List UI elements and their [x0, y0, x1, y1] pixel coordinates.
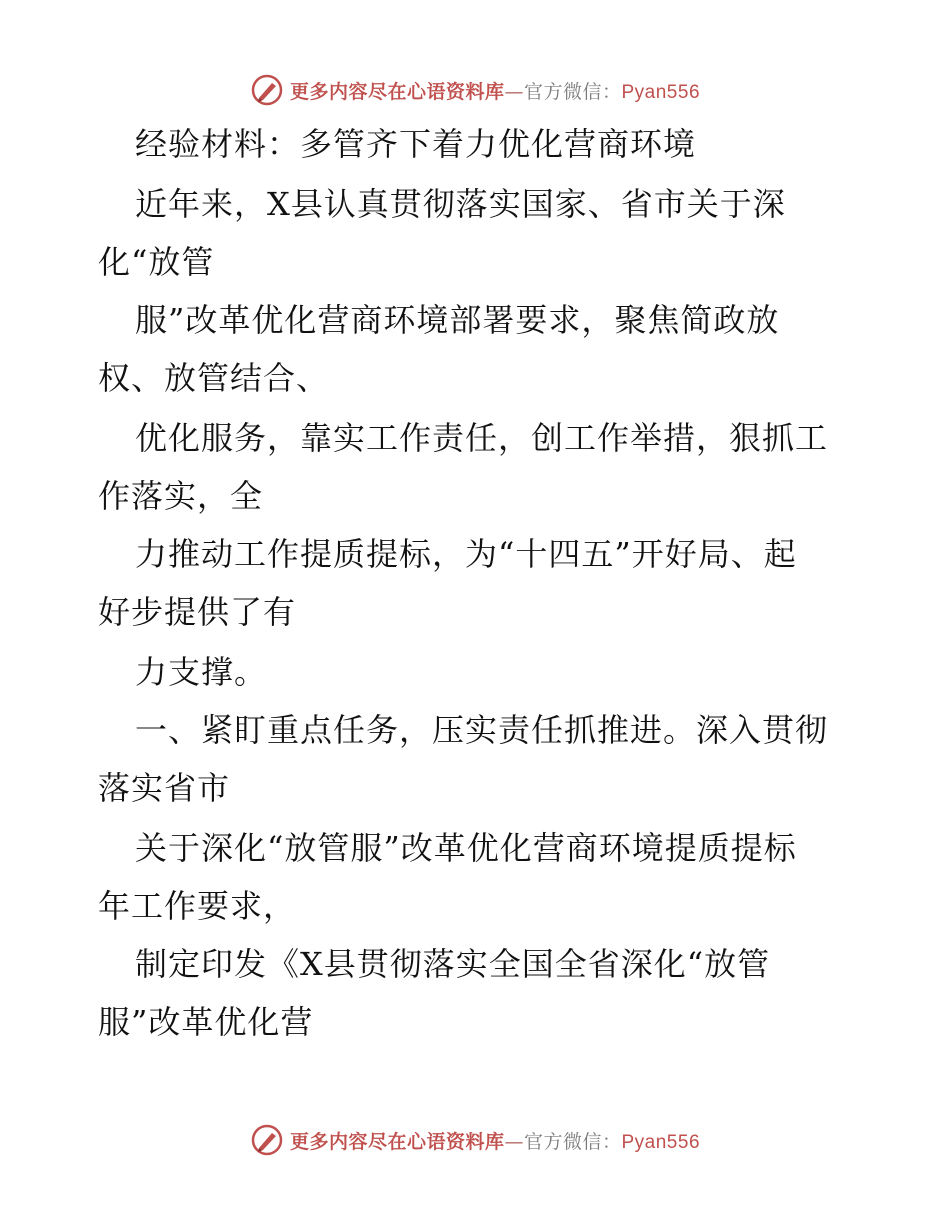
paragraph-line: 近年来，X县认真贯彻落实国家、省市关于深	[135, 185, 786, 223]
paragraph-line: 关于深化“放管服”改革优化营商环境提质提标	[135, 829, 797, 867]
footer-wechat-label: 官方微信：	[523, 1130, 622, 1153]
document-title: 经验材料：多管齐下着力优化营商环境	[135, 125, 697, 163]
header-wechat-label: 官方微信：	[523, 80, 622, 103]
header-dash: —	[504, 80, 524, 103]
header-brand: 更多内容尽在心语资料库	[289, 80, 505, 103]
paragraph-line: 制定印发《X县贯彻落实全国全省深化“放管	[135, 945, 771, 983]
paragraph-line: 落实省市	[98, 769, 231, 807]
paragraph-line: 服”改革优化营	[98, 1003, 314, 1041]
paragraph-line: 权、放管结合、	[98, 359, 330, 397]
paragraph-line: 年工作要求，	[98, 887, 297, 925]
pen-logo-icon	[250, 1123, 284, 1157]
paragraph-line: 好步提供了有	[98, 593, 297, 631]
pen-logo-icon	[250, 73, 284, 107]
paragraph-line: 服”改革优化营商环境部署要求，聚焦简政放	[135, 301, 780, 339]
paragraph-line: 作落实，全	[98, 477, 264, 515]
footer-banner	[0, 1120, 950, 1160]
header-wechat-handle: Pyan556	[621, 81, 701, 103]
footer-banner-text	[290, 1127, 700, 1154]
paragraph-line: 优化服务，靠实工作责任，创工作举措，狠抓工	[135, 419, 829, 457]
footer-brand: 更多内容尽在心语资料库	[289, 1130, 505, 1153]
header-banner-text	[290, 77, 700, 104]
footer-dash: —	[504, 1130, 524, 1153]
paragraph-line: 力推动工作提质提标，为“十四五”开好局、起	[135, 535, 797, 573]
footer-wechat-handle: Pyan556	[621, 1131, 701, 1153]
paragraph-line: 一、紧盯重点任务，压实责任抓推进。深入贯彻	[135, 711, 829, 749]
header-banner	[0, 70, 950, 110]
paragraph-line: 化“放管	[98, 243, 215, 281]
paragraph-line: 力支撑。	[135, 653, 268, 691]
